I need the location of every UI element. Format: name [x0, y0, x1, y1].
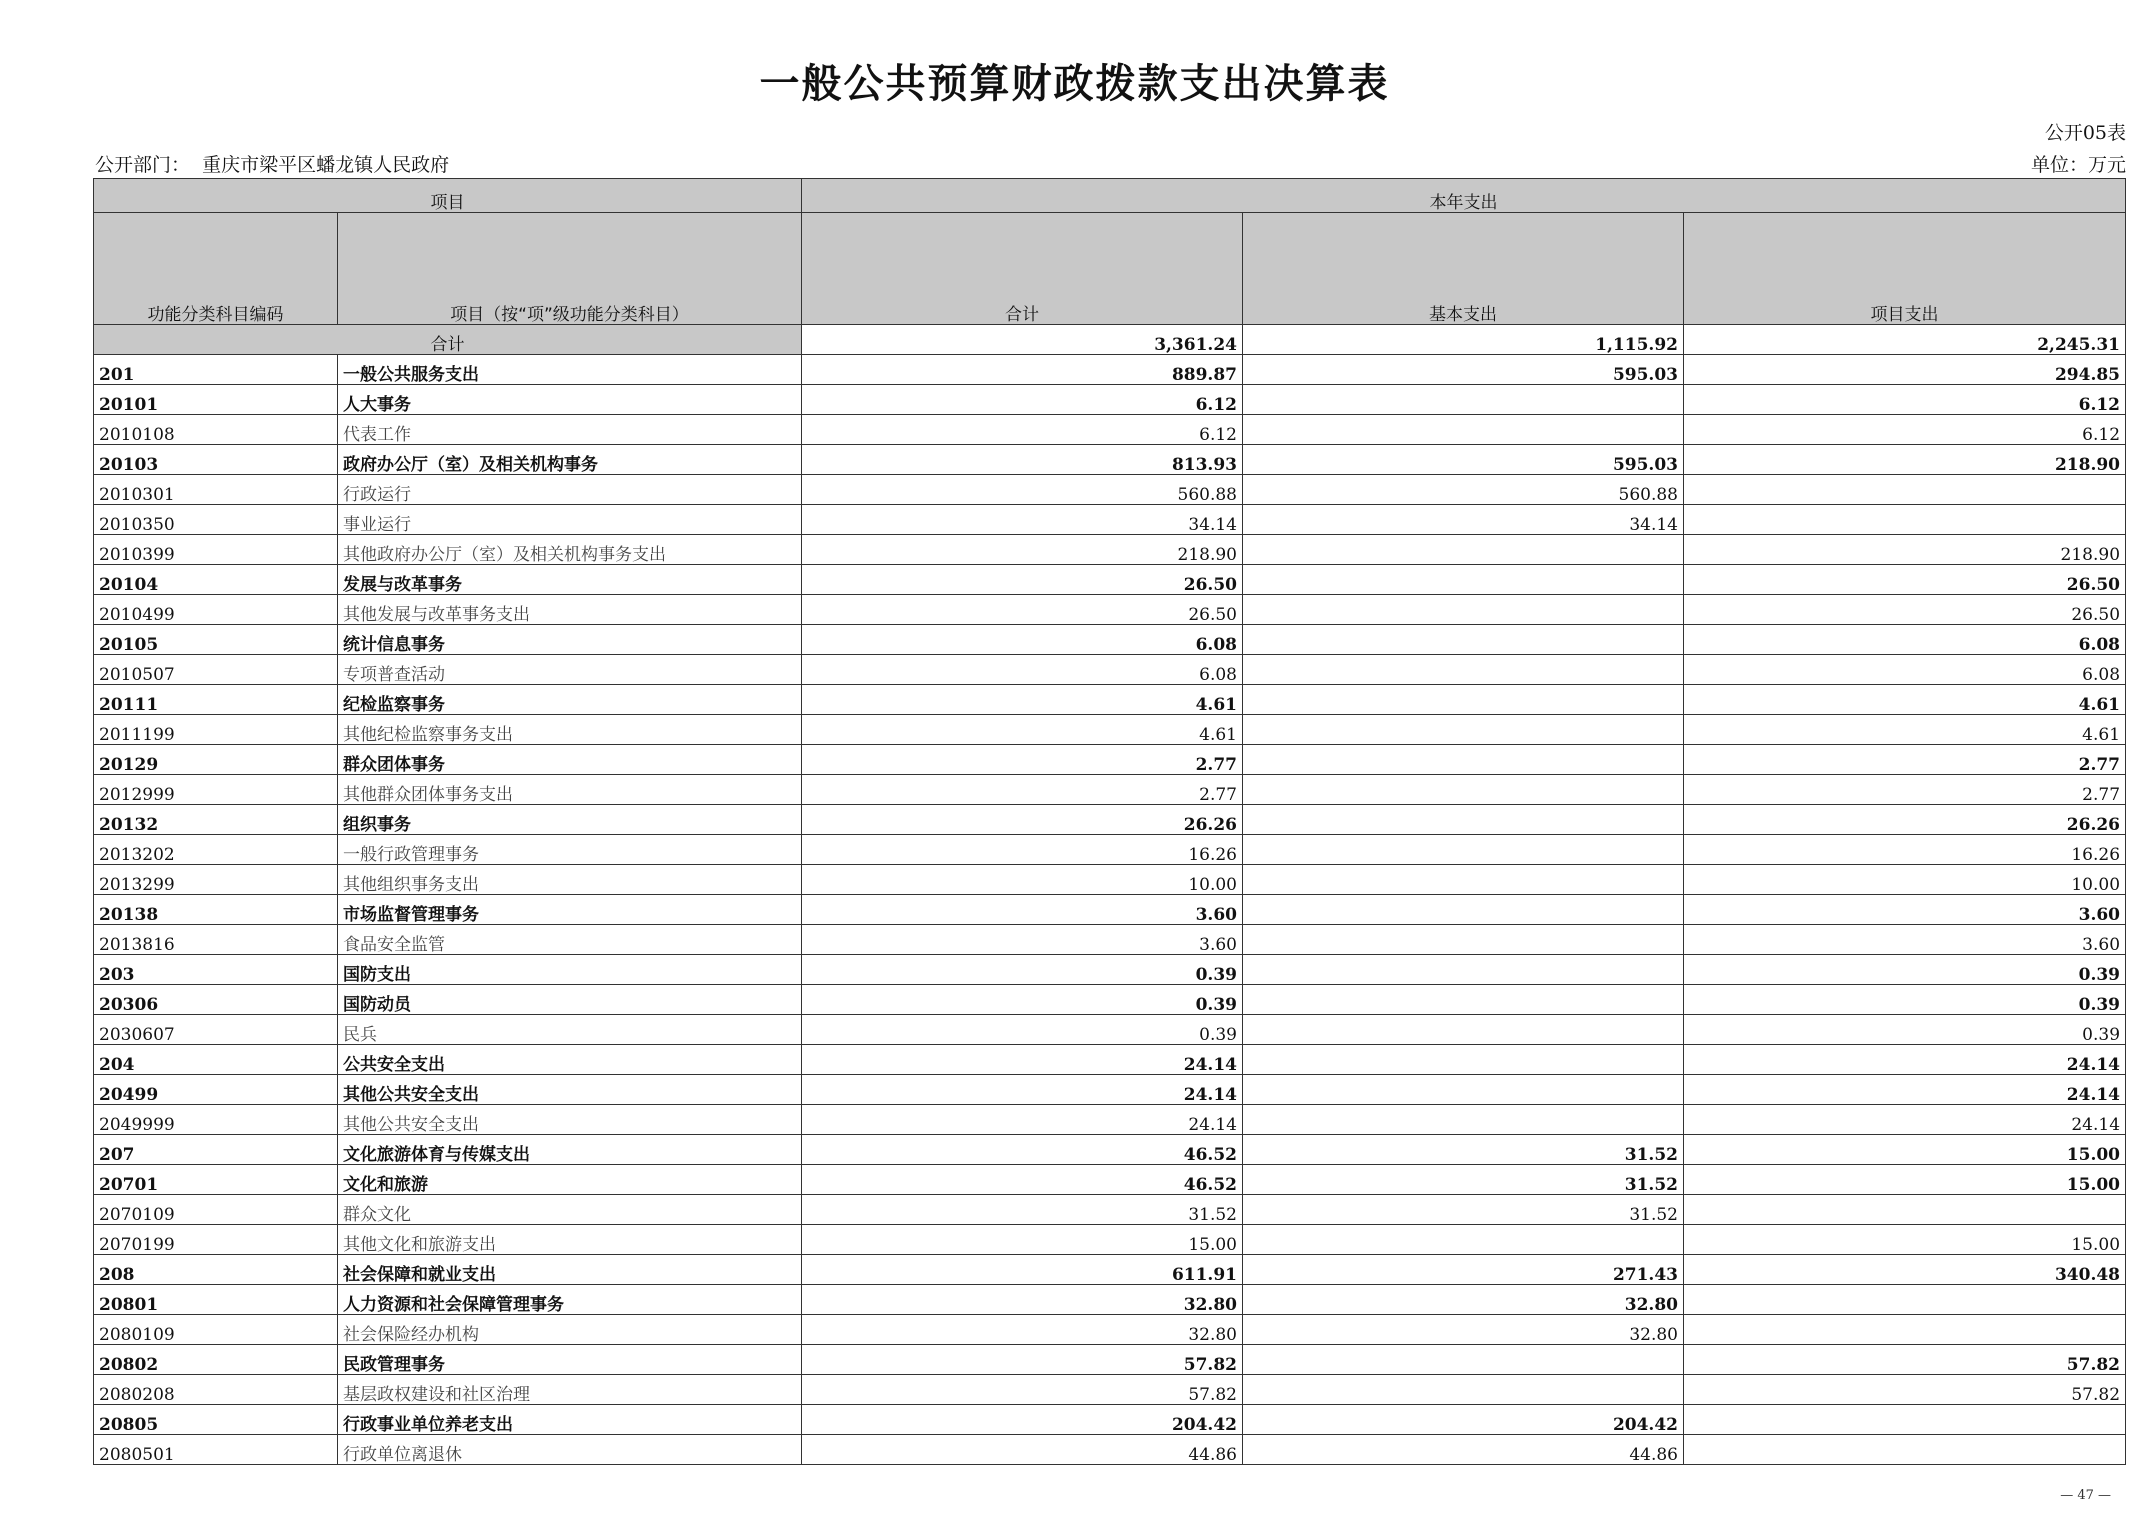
row-code: 20101	[94, 385, 338, 415]
row-basic: 204.42	[1243, 1405, 1684, 1435]
table-row	[94, 1435, 2126, 1465]
row-code: 20701	[94, 1165, 338, 1195]
row-name: 其他政府办公厅（室）及相关机构事务支出	[338, 535, 802, 565]
table-row	[94, 1315, 2126, 1345]
row-name: 文化旅游体育与传媒支出	[338, 1135, 802, 1165]
table-row	[94, 775, 2126, 805]
table-row	[94, 655, 2126, 685]
row-name: 纪检监察事务	[338, 685, 802, 715]
row-basic	[1243, 385, 1684, 415]
row-basic	[1243, 625, 1684, 655]
table-row	[94, 895, 2126, 925]
row-total: 6.08	[802, 625, 1243, 655]
table-row	[94, 445, 2126, 475]
row-basic: 31.52	[1243, 1165, 1684, 1195]
row-name: 组织事务	[338, 805, 802, 835]
table-row	[94, 475, 2126, 505]
row-code: 2010507	[94, 655, 338, 685]
row-name: 群众团体事务	[338, 745, 802, 775]
header-item-group: 项目	[94, 179, 802, 213]
row-code: 2013816	[94, 925, 338, 955]
row-name: 民政管理事务	[338, 1345, 802, 1375]
row-name: 其他公共安全支出	[338, 1105, 802, 1135]
total-label: 合计	[94, 325, 802, 355]
row-project: 0.39	[1684, 955, 2126, 985]
row-total: 24.14	[802, 1075, 1243, 1105]
department-line	[95, 150, 449, 177]
row-basic	[1243, 775, 1684, 805]
row-code: 2070109	[94, 1195, 338, 1225]
row-name: 群众文化	[338, 1195, 802, 1225]
row-total: 44.86	[802, 1435, 1243, 1465]
row-name: 一般公共服务支出	[338, 355, 802, 385]
row-total: 24.14	[802, 1045, 1243, 1075]
row-project	[1684, 1195, 2126, 1225]
row-basic	[1243, 745, 1684, 775]
row-basic: 595.03	[1243, 355, 1684, 385]
row-project: 57.82	[1684, 1345, 2126, 1375]
row-project: 24.14	[1684, 1075, 2126, 1105]
table-row	[94, 955, 2126, 985]
unit-label: 单位：万元	[2030, 154, 2126, 176]
row-code: 207	[94, 1135, 338, 1165]
row-name: 代表工作	[338, 415, 802, 445]
row-code: 2013202	[94, 835, 338, 865]
page-number: — 47 —	[2060, 1488, 2111, 1503]
row-name: 其他群众团体事务支出	[338, 775, 802, 805]
row-basic	[1243, 1345, 1684, 1375]
row-code: 2070199	[94, 1225, 338, 1255]
header-row-group	[94, 179, 2126, 213]
header-basic: 基本支出	[1243, 213, 1684, 325]
table-row	[94, 505, 2126, 535]
table-row	[94, 565, 2126, 595]
row-project: 218.90	[1684, 445, 2126, 475]
row-total: 32.80	[802, 1315, 1243, 1345]
department-name: 重庆市梁平区蟠龙镇人民政府	[202, 154, 450, 176]
row-total: 6.12	[802, 415, 1243, 445]
header-total: 合计	[802, 213, 1243, 325]
row-project: 16.26	[1684, 835, 2126, 865]
row-total: 4.61	[802, 685, 1243, 715]
row-total: 4.61	[802, 715, 1243, 745]
row-project: 4.61	[1684, 685, 2126, 715]
row-code: 20805	[94, 1405, 338, 1435]
table-row	[94, 535, 2126, 565]
row-name: 市场监督管理事务	[338, 895, 802, 925]
row-code: 2012999	[94, 775, 338, 805]
table-row	[94, 805, 2126, 835]
row-total: 10.00	[802, 865, 1243, 895]
row-name: 社会保险经办机构	[338, 1315, 802, 1345]
row-name: 政府办公厅（室）及相关机构事务	[338, 445, 802, 475]
row-code: 2010350	[94, 505, 338, 535]
row-code: 20801	[94, 1285, 338, 1315]
row-total: 204.42	[802, 1405, 1243, 1435]
table-row	[94, 355, 2126, 385]
row-total: 889.87	[802, 355, 1243, 385]
row-total: 6.08	[802, 655, 1243, 685]
row-total: 2.77	[802, 745, 1243, 775]
row-project	[1684, 1405, 2126, 1435]
total-row	[94, 325, 2126, 355]
budget-table	[93, 178, 2126, 1465]
total-basic: 1,115.92	[1243, 325, 1684, 355]
row-name: 国防动员	[338, 985, 802, 1015]
department-label: 公开部门：	[95, 154, 191, 176]
row-total: 560.88	[802, 475, 1243, 505]
row-project: 15.00	[1684, 1165, 2126, 1195]
row-total: 26.50	[802, 595, 1243, 625]
table-row	[94, 1195, 2126, 1225]
row-total: 3.60	[802, 895, 1243, 925]
row-total: 6.12	[802, 385, 1243, 415]
row-basic: 271.43	[1243, 1255, 1684, 1285]
table-row	[94, 865, 2126, 895]
row-project: 4.61	[1684, 715, 2126, 745]
row-name: 民兵	[338, 1015, 802, 1045]
row-total: 46.52	[802, 1165, 1243, 1195]
row-total: 15.00	[802, 1225, 1243, 1255]
row-total: 0.39	[802, 985, 1243, 1015]
table-row	[94, 1225, 2126, 1255]
row-basic	[1243, 865, 1684, 895]
row-code: 20132	[94, 805, 338, 835]
table-row	[94, 1075, 2126, 1105]
total-total: 3,361.24	[802, 325, 1243, 355]
row-total: 34.14	[802, 505, 1243, 535]
row-basic: 595.03	[1243, 445, 1684, 475]
row-project: 15.00	[1684, 1225, 2126, 1255]
row-name: 发展与改革事务	[338, 565, 802, 595]
row-name: 其他组织事务支出	[338, 865, 802, 895]
row-name: 事业运行	[338, 505, 802, 535]
row-basic	[1243, 1375, 1684, 1405]
table-row	[94, 1165, 2126, 1195]
table-row	[94, 715, 2126, 745]
row-total: 57.82	[802, 1345, 1243, 1375]
row-code: 20306	[94, 985, 338, 1015]
row-name: 文化和旅游	[338, 1165, 802, 1195]
row-basic	[1243, 685, 1684, 715]
row-code: 20103	[94, 445, 338, 475]
row-name: 行政事业单位养老支出	[338, 1405, 802, 1435]
table-row	[94, 1285, 2126, 1315]
row-project: 2.77	[1684, 745, 2126, 775]
row-project: 15.00	[1684, 1135, 2126, 1165]
row-basic	[1243, 1225, 1684, 1255]
row-code: 2011199	[94, 715, 338, 745]
row-code: 20104	[94, 565, 338, 595]
row-project: 57.82	[1684, 1375, 2126, 1405]
row-code: 2010399	[94, 535, 338, 565]
table-row	[94, 415, 2126, 445]
row-name: 基层政权建设和社区治理	[338, 1375, 802, 1405]
row-code: 2013299	[94, 865, 338, 895]
row-total: 813.93	[802, 445, 1243, 475]
row-name: 国防支出	[338, 955, 802, 985]
row-project: 340.48	[1684, 1255, 2126, 1285]
header-current-year: 本年支出	[802, 179, 2126, 213]
row-basic	[1243, 805, 1684, 835]
row-name: 其他发展与改革事务支出	[338, 595, 802, 625]
row-total: 611.91	[802, 1255, 1243, 1285]
row-code: 20111	[94, 685, 338, 715]
row-name: 其他纪检监察事务支出	[338, 715, 802, 745]
row-basic	[1243, 565, 1684, 595]
row-project: 24.14	[1684, 1105, 2126, 1135]
table-row	[94, 1255, 2126, 1285]
row-total: 218.90	[802, 535, 1243, 565]
table-row	[94, 1045, 2126, 1075]
row-basic	[1243, 595, 1684, 625]
row-name: 食品安全监管	[338, 925, 802, 955]
row-code: 2010499	[94, 595, 338, 625]
row-project	[1684, 1285, 2126, 1315]
row-total: 46.52	[802, 1135, 1243, 1165]
table-row	[94, 1375, 2126, 1405]
row-code: 204	[94, 1045, 338, 1075]
row-project: 26.50	[1684, 565, 2126, 595]
row-project: 2.77	[1684, 775, 2126, 805]
row-basic: 32.80	[1243, 1285, 1684, 1315]
row-code: 20129	[94, 745, 338, 775]
row-project: 6.08	[1684, 625, 2126, 655]
row-basic	[1243, 1075, 1684, 1105]
row-basic	[1243, 895, 1684, 925]
row-basic	[1243, 925, 1684, 955]
page-title: 一般公共预算财政拨款支出决算表	[759, 60, 1390, 107]
row-name: 其他文化和旅游支出	[338, 1225, 802, 1255]
row-basic	[1243, 715, 1684, 745]
row-project: 24.14	[1684, 1045, 2126, 1075]
row-basic	[1243, 835, 1684, 865]
row-code: 2080208	[94, 1375, 338, 1405]
row-code: 2049999	[94, 1105, 338, 1135]
row-code: 2080501	[94, 1435, 338, 1465]
row-name: 一般行政管理事务	[338, 835, 802, 865]
row-project: 3.60	[1684, 925, 2126, 955]
form-number: 公开05表	[2044, 122, 2126, 144]
row-code: 20105	[94, 625, 338, 655]
row-code: 20802	[94, 1345, 338, 1375]
table-row	[94, 1015, 2126, 1045]
row-basic: 31.52	[1243, 1135, 1684, 1165]
row-total: 24.14	[802, 1105, 1243, 1135]
row-basic	[1243, 1015, 1684, 1045]
table-row	[94, 1105, 2126, 1135]
row-project: 26.50	[1684, 595, 2126, 625]
row-total: 16.26	[802, 835, 1243, 865]
row-code: 208	[94, 1255, 338, 1285]
table-row	[94, 685, 2126, 715]
row-project: 6.12	[1684, 415, 2126, 445]
row-project	[1684, 1315, 2126, 1345]
row-basic: 31.52	[1243, 1195, 1684, 1225]
row-basic: 560.88	[1243, 475, 1684, 505]
row-name: 其他公共安全支出	[338, 1075, 802, 1105]
row-name: 专项普查活动	[338, 655, 802, 685]
row-basic: 32.80	[1243, 1315, 1684, 1345]
row-basic	[1243, 415, 1684, 445]
row-project: 10.00	[1684, 865, 2126, 895]
row-basic	[1243, 1105, 1684, 1135]
row-name: 统计信息事务	[338, 625, 802, 655]
row-project: 3.60	[1684, 895, 2126, 925]
row-total: 3.60	[802, 925, 1243, 955]
row-name: 人大事务	[338, 385, 802, 415]
table-row	[94, 1345, 2126, 1375]
row-total: 0.39	[802, 1015, 1243, 1045]
row-project: 26.26	[1684, 805, 2126, 835]
row-code: 2030607	[94, 1015, 338, 1045]
row-basic	[1243, 1045, 1684, 1075]
header-name: 项目（按“项”级功能分类科目）	[338, 213, 802, 325]
row-project: 6.12	[1684, 385, 2126, 415]
table-row	[94, 385, 2126, 415]
row-total: 26.50	[802, 565, 1243, 595]
table-row	[94, 925, 2126, 955]
row-code: 2010301	[94, 475, 338, 505]
table-row	[94, 595, 2126, 625]
row-basic: 34.14	[1243, 505, 1684, 535]
row-total: 26.26	[802, 805, 1243, 835]
row-total: 57.82	[802, 1375, 1243, 1405]
header-project: 项目支出	[1684, 213, 2126, 325]
header-row-columns	[94, 213, 2126, 325]
row-project: 0.39	[1684, 985, 2126, 1015]
table-row	[94, 625, 2126, 655]
row-name: 行政单位离退休	[338, 1435, 802, 1465]
row-basic: 44.86	[1243, 1435, 1684, 1465]
row-total: 2.77	[802, 775, 1243, 805]
header-code: 功能分类科目编码	[94, 213, 338, 325]
table-row	[94, 1135, 2126, 1165]
row-code: 20499	[94, 1075, 338, 1105]
row-name: 公共安全支出	[338, 1045, 802, 1075]
row-basic	[1243, 955, 1684, 985]
row-code: 201	[94, 355, 338, 385]
row-basic	[1243, 655, 1684, 685]
row-code: 2080109	[94, 1315, 338, 1345]
row-total: 0.39	[802, 955, 1243, 985]
row-basic	[1243, 985, 1684, 1015]
row-project: 0.39	[1684, 1015, 2126, 1045]
row-project	[1684, 475, 2126, 505]
total-project: 2,245.31	[1684, 325, 2126, 355]
row-code: 2010108	[94, 415, 338, 445]
row-name: 人力资源和社会保障管理事务	[338, 1285, 802, 1315]
row-project: 218.90	[1684, 535, 2126, 565]
row-code: 20138	[94, 895, 338, 925]
row-project: 6.08	[1684, 655, 2126, 685]
table-row	[94, 835, 2126, 865]
row-basic	[1243, 535, 1684, 565]
table-row	[94, 1405, 2126, 1435]
row-project	[1684, 1435, 2126, 1465]
row-name: 行政运行	[338, 475, 802, 505]
row-total: 32.80	[802, 1285, 1243, 1315]
row-code: 203	[94, 955, 338, 985]
row-total: 31.52	[802, 1195, 1243, 1225]
row-project	[1684, 505, 2126, 535]
row-project: 294.85	[1684, 355, 2126, 385]
row-name: 社会保障和就业支出	[338, 1255, 802, 1285]
table-row	[94, 745, 2126, 775]
table-row	[94, 985, 2126, 1015]
